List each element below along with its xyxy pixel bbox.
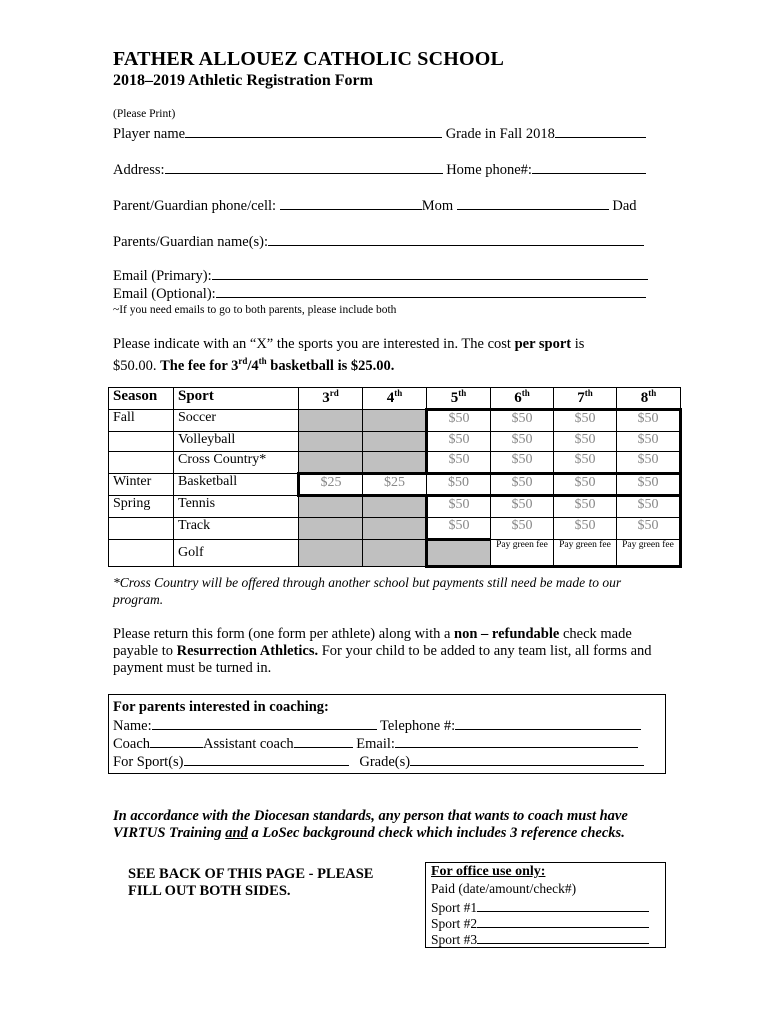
parents-names-label: Parents/Guardian name(s): (113, 234, 269, 250)
fee-cell[interactable]: $50 (427, 410, 491, 432)
office-sport1-blank[interactable] (477, 898, 649, 912)
return-instructions (113, 626, 658, 677)
fee-cell[interactable]: $50 (427, 431, 491, 452)
fee-cell[interactable]: $50 (554, 431, 617, 452)
row-season (109, 452, 174, 474)
header-sport: Sport (174, 388, 299, 410)
fee-cell[interactable]: $50 (554, 517, 617, 539)
diocesan-and: and (225, 825, 248, 841)
office-sport3-label: Sport #3 (431, 932, 478, 947)
cell-unavailable (363, 452, 427, 474)
coach-role-row (113, 734, 638, 753)
pay-green-fee-cell[interactable]: Pay green fee (554, 539, 617, 566)
header-grade-7: 7th (554, 388, 617, 410)
email-primary-blank[interactable] (212, 266, 648, 280)
row-sport: Soccer (174, 410, 299, 432)
coach-name-row (113, 716, 641, 735)
diocesan-text-d: a LoSec background check which includes 3 reference checks. (247, 825, 625, 841)
fee-cell[interactable]: $50 (491, 431, 554, 452)
player-name-row (113, 124, 646, 143)
table-row (109, 517, 681, 539)
instr-slash4: /4 (247, 357, 259, 374)
player-name-blank[interactable] (185, 124, 442, 138)
parent-phone-label: Parent/Guardian phone/cell: (113, 198, 277, 214)
fee-cell[interactable]: $50 (491, 496, 554, 518)
diocesan-standards (113, 808, 661, 842)
parents-names-row (113, 232, 644, 251)
sport-instructions (113, 336, 633, 375)
mom-label: Mom (421, 198, 454, 214)
office-paid: Paid (date/amount/check#) (431, 881, 577, 896)
header-grade-4: 4th (363, 388, 427, 410)
coach-email-label: Email: (356, 736, 395, 752)
instr-cost: $50.00. (113, 357, 161, 374)
diocesan-text-a: In accordance with the Diocesan standards, any person that wants to coach must have (113, 808, 628, 824)
fee-cell[interactable]: $50 (491, 410, 554, 432)
table-header-row (109, 388, 681, 410)
cell-unavailable (299, 517, 363, 539)
return-non-refundable: non – refundable (454, 626, 560, 642)
coach-sports-blank[interactable] (184, 752, 349, 766)
fee-cell[interactable]: $50 (427, 473, 491, 496)
cross-country-note: *Cross Country will be offered through another school but payments still need be made to our program. (113, 575, 622, 607)
fee-cell[interactable]: $50 (617, 431, 681, 452)
pay-green-fee-cell[interactable]: Pay green fee (617, 539, 681, 566)
fee-cell[interactable]: $50 (617, 496, 681, 518)
parent-phone-row (113, 196, 637, 215)
fee-cell[interactable]: $50 (491, 452, 554, 474)
row-sport: Basketball (174, 473, 299, 496)
header-season: Season (109, 388, 174, 410)
home-phone-blank[interactable] (532, 160, 646, 174)
email-primary-row (113, 266, 648, 285)
office-sport2-label: Sport #2 (431, 916, 478, 931)
cell-unavailable (363, 496, 427, 518)
address-label: Address: (113, 162, 165, 178)
cell-unavailable (299, 539, 363, 566)
instr-fee-text: The fee for 3 (160, 357, 239, 374)
return-payee: Resurrection Athletics. (176, 643, 319, 659)
instr-sup-th: th (258, 356, 267, 366)
home-phone-label: Home phone#: (446, 162, 532, 178)
return-text-c: check made payable to (113, 626, 632, 659)
fee-cell[interactable]: $50 (427, 496, 491, 518)
row-sport: Golf (174, 539, 299, 566)
table-row (109, 473, 681, 496)
office-sport3-blank[interactable] (477, 930, 649, 944)
office-sport1-label: Sport #1 (431, 900, 478, 915)
school-title: FATHER ALLOUEZ CATHOLIC SCHOOL (113, 48, 505, 70)
assistant-coach-label: Assistant coach (203, 736, 294, 752)
email-note: ~If you need emails to go to both parents, please include both (113, 304, 397, 316)
coach-grades-blank[interactable] (410, 752, 644, 766)
coach-sport-row (113, 752, 644, 771)
return-text-e: For your child to be added to any team list, all forms and payment must be turned in. (113, 643, 652, 676)
dad-label: Dad (612, 198, 637, 214)
cell-unavailable (299, 496, 363, 518)
email-optional-row (113, 284, 646, 303)
coach-grades-label: Grade(s) (359, 754, 411, 770)
table-row (109, 496, 681, 518)
row-sport: Cross Country* (174, 452, 299, 474)
assistant-coach-blank[interactable] (294, 734, 353, 748)
table-row (109, 452, 681, 474)
address-blank[interactable] (165, 160, 443, 174)
cell-unavailable (299, 452, 363, 474)
email-optional-label: Email (Optional): (113, 286, 216, 302)
fee-cell[interactable]: $50 (554, 452, 617, 474)
row-season: Fall (109, 410, 174, 432)
office-sport2-blank[interactable] (477, 914, 649, 928)
form-subtitle: 2018–2019 Athletic Registration Form (113, 72, 373, 89)
fee-cell[interactable]: $50 (554, 473, 617, 496)
instr-text-1: Please indicate with an “X” the sports you are interested in. The cost (113, 336, 515, 352)
please-print-note: (Please Print) (113, 108, 176, 120)
fee-cell[interactable]: $50 (617, 473, 681, 496)
cell-unavailable (363, 539, 427, 566)
row-season (109, 539, 174, 566)
cell-unavailable (363, 431, 427, 452)
cell-unavailable (363, 517, 427, 539)
coaching-heading: For parents interested in coaching: (113, 699, 329, 715)
coach-blank[interactable] (150, 734, 203, 748)
grade-fall-blank[interactable] (555, 124, 646, 138)
cell-unavailable (427, 539, 491, 566)
instr-sup-rd: rd (238, 356, 248, 366)
see-back-notice: SEE BACK OF THIS PAGE - PLEASE FILL OUT BOTH SIDES. (128, 866, 374, 899)
office-sport3-row (431, 930, 649, 948)
row-season (109, 431, 174, 452)
dad-phone-blank[interactable] (457, 196, 609, 210)
coach-label: Coach (113, 736, 151, 752)
coach-name-label: Name: (113, 718, 152, 734)
header-grade-5: 5th (427, 388, 491, 410)
row-sport: Tennis (174, 496, 299, 518)
grade-fall-label: Grade in Fall 2018 (445, 126, 555, 142)
email-primary-label: Email (Primary): (113, 268, 212, 284)
table-row (109, 539, 681, 566)
coach-telephone-blank[interactable] (455, 716, 641, 730)
return-text-a: Please return this form (one form per athlete) along with a (113, 626, 455, 642)
fee-cell[interactable]: $50 (491, 473, 554, 496)
row-season: Spring (109, 496, 174, 518)
address-row (113, 160, 646, 179)
instr-text-2: is (571, 336, 585, 352)
coach-email-blank[interactable] (395, 734, 638, 748)
cell-unavailable (299, 431, 363, 452)
coach-telephone-label: Telephone #: (380, 718, 456, 734)
fee-cell[interactable]: $50 (617, 452, 681, 474)
row-sport: Track (174, 517, 299, 539)
fee-cell[interactable]: $50 (491, 517, 554, 539)
fee-cell[interactable]: $50 (427, 452, 491, 474)
row-sport: Volleyball (174, 431, 299, 452)
coach-sports-label: For Sport(s) (113, 754, 184, 770)
instr-per-sport: per sport (514, 336, 572, 352)
email-optional-blank[interactable] (216, 284, 646, 298)
player-name-label: Player name (113, 126, 186, 142)
header-grade-6: 6th (491, 388, 554, 410)
header-grade-3: 3rd (299, 388, 363, 410)
cell-unavailable (363, 410, 427, 432)
fee-cell[interactable]: $50 (554, 496, 617, 518)
fee-cell[interactable]: $50 (617, 410, 681, 432)
table-row (109, 431, 681, 452)
fee-cell[interactable]: $50 (617, 517, 681, 539)
office-heading: For office use only: (431, 864, 546, 879)
diocesan-virtus: VIRTUS Training (113, 825, 226, 841)
parents-names-blank[interactable] (268, 232, 644, 246)
header-grade-8: 8th (617, 388, 681, 410)
pay-green-fee-cell[interactable]: Pay green fee (491, 539, 554, 566)
coach-name-blank[interactable] (152, 716, 377, 730)
fee-cell[interactable]: $50 (554, 410, 617, 432)
instr-fee-amount: basketball is $25.00. (266, 357, 395, 374)
fee-cell[interactable]: $25 (299, 473, 363, 496)
row-season (109, 517, 174, 539)
row-season: Winter (109, 473, 174, 496)
mom-phone-blank[interactable] (280, 196, 422, 210)
fee-cell[interactable]: $50 (427, 517, 491, 539)
sports-table (108, 387, 682, 568)
cell-unavailable (299, 410, 363, 432)
table-row (109, 410, 681, 432)
fee-cell[interactable]: $25 (363, 473, 427, 496)
